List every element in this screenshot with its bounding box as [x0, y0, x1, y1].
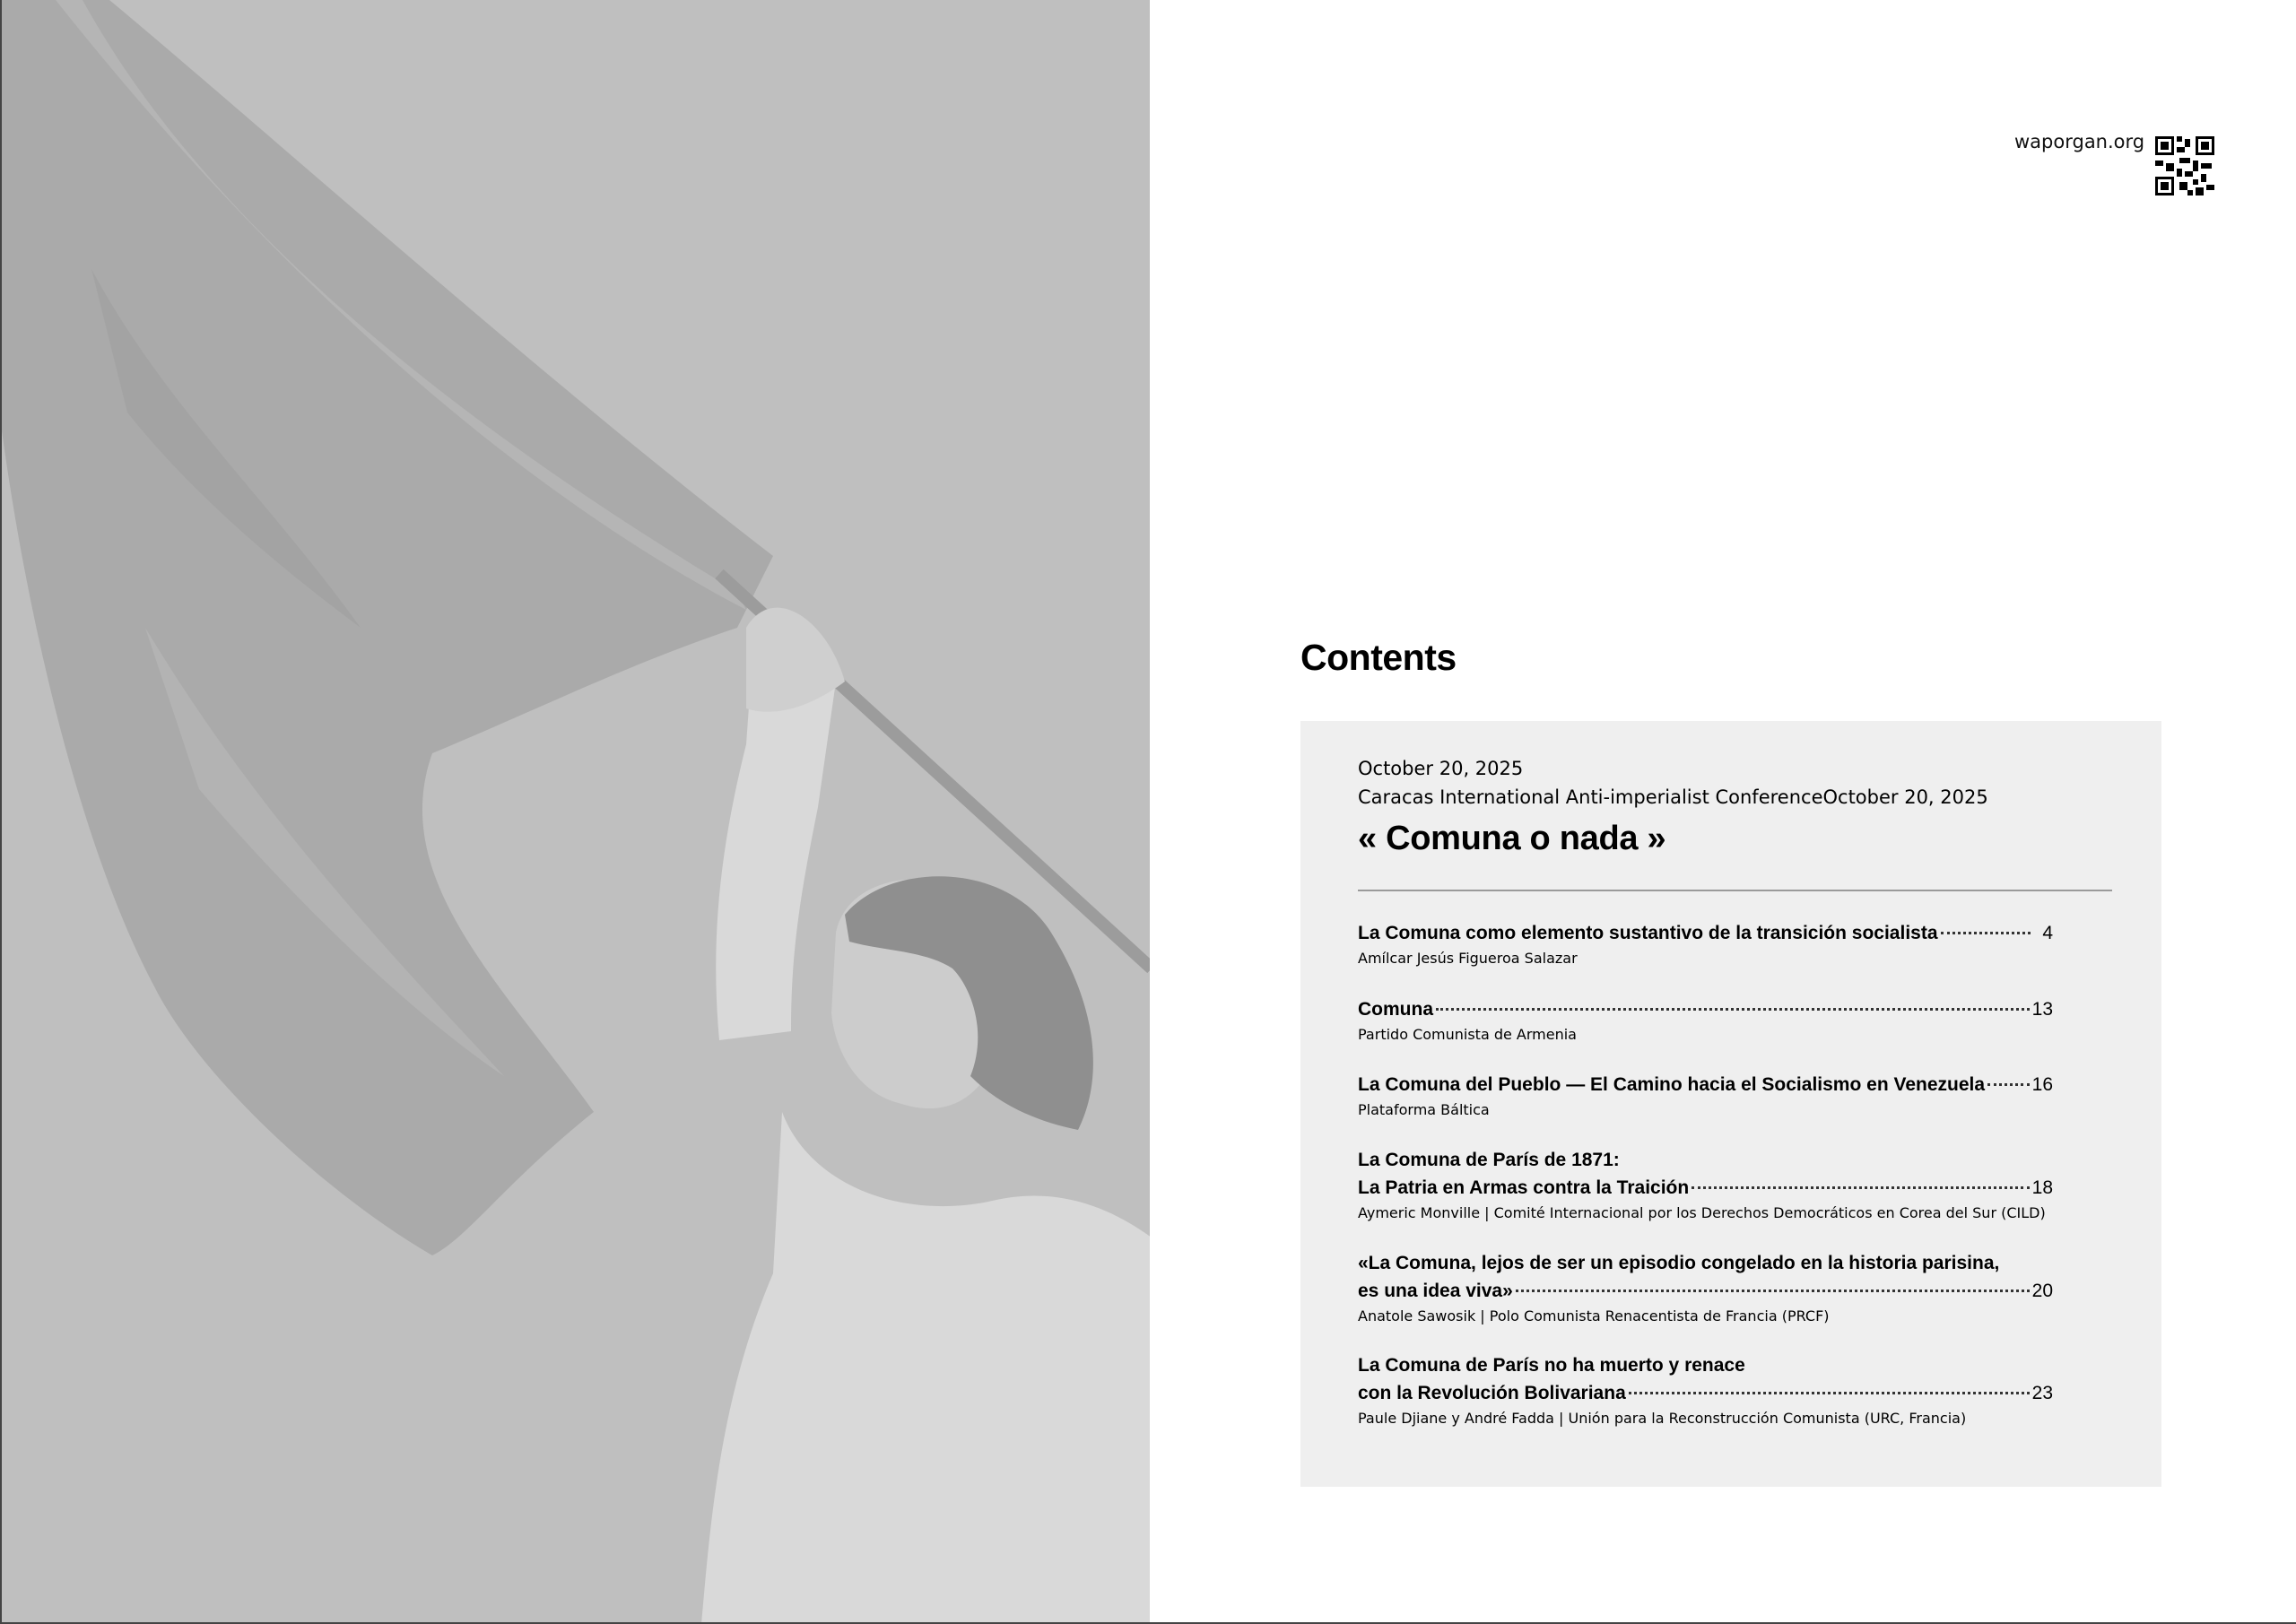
- toc-entry-author: Paule Djiane y André Fadda | Unión para la Reconstrucción Comunista (URC, Francia): [1358, 1410, 1967, 1427]
- issue-title: « Comuna o nada »: [1358, 820, 1666, 857]
- toc-entry-title: La Comuna como elemento sustantivo de la transición socialista: [1358, 923, 1938, 943]
- toc-entry-title-line: La Comuna de París de 1871:: [1358, 1150, 1620, 1170]
- conference-line: Caracas International Anti-imperialist ConferenceOctober 20, 2025: [1358, 786, 1988, 808]
- toc-entry-title: es una idea viva»: [1358, 1281, 1513, 1301]
- toc-entry-author: Aymeric Monville | Comité Internacional por los Derechos Democráticos en Corea del Sur (CILD): [1358, 1204, 2046, 1221]
- toc-entry-title: La Comuna del Pueblo — El Camino hacia el Socialismo en Venezuela: [1358, 1074, 1986, 1095]
- toc-entry-title: Comuna: [1358, 999, 1433, 1020]
- toc-entry[interactable]: [1358, 919, 2053, 968]
- toc-page-number: 13: [2031, 999, 2053, 1020]
- toc-entry-title-line: [1358, 995, 2053, 1023]
- toc-entry-title-line: [1358, 1071, 2053, 1099]
- toc-entry-author: Plataforma Báltica: [1358, 1101, 1490, 1118]
- site-url[interactable]: waporgan.org: [2014, 131, 2145, 152]
- toc-page-number: 18: [2031, 1177, 2053, 1198]
- toc-entry-author: Partido Comunista de Armenia: [1358, 1026, 1577, 1043]
- toc-entry-title-line: [1358, 1379, 2053, 1407]
- dot-leader: [1692, 1185, 2029, 1189]
- toc-entry[interactable]: [1358, 1351, 2053, 1429]
- toc-entry-author: Anatole Sawosik | Polo Comunista Renacentista de Francia (PRCF): [1358, 1307, 1830, 1324]
- qr-code-icon[interactable]: [2155, 136, 2214, 195]
- contents-heading: Contents: [1300, 637, 1457, 678]
- dot-leader: [1987, 1082, 2030, 1086]
- toc-entry-title-line: [1358, 1174, 2053, 1202]
- dot-leader: [1436, 1007, 2030, 1011]
- toc-page-number: 23: [2031, 1383, 2053, 1403]
- flag-shape: [2, 0, 773, 1255]
- dot-leader: [1516, 1289, 2030, 1292]
- toc-page-number: 4: [2042, 923, 2053, 943]
- toc-page-number: 16: [2031, 1074, 2053, 1095]
- flag-bearer-illustration: [2, 0, 1150, 1624]
- toc-entry[interactable]: [1358, 1071, 2053, 1120]
- toc-entry-title-line: «La Comuna, lejos de ser un episodio congelado en la historia parisina,: [1358, 1253, 2000, 1273]
- issue-date: October 20, 2025: [1358, 758, 1524, 779]
- dot-leader: [1941, 931, 2031, 934]
- toc-entry-title-line: [1358, 1277, 2053, 1305]
- toc-entry[interactable]: [1358, 1249, 2053, 1326]
- divider: [1358, 890, 2112, 891]
- contents-box: [1300, 721, 2161, 1487]
- toc-entry-author: Amílcar Jesús Figueroa Salazar: [1358, 950, 1578, 967]
- dot-leader: [1629, 1391, 2030, 1394]
- toc-entry-title-line: La Comuna de París no ha muerto y renace: [1358, 1355, 1745, 1376]
- toc-page-number: 20: [2031, 1281, 2053, 1301]
- figure-body: [701, 1112, 1150, 1624]
- toc-entry-title-line: [1358, 919, 2053, 947]
- toc-entry-title: con la Revolución Bolivariana: [1358, 1383, 1626, 1403]
- toc-entry[interactable]: [1358, 995, 2053, 1045]
- toc-entry[interactable]: [1358, 1146, 2053, 1223]
- toc-entry-title: La Patria en Armas contra la Traición: [1358, 1177, 1690, 1198]
